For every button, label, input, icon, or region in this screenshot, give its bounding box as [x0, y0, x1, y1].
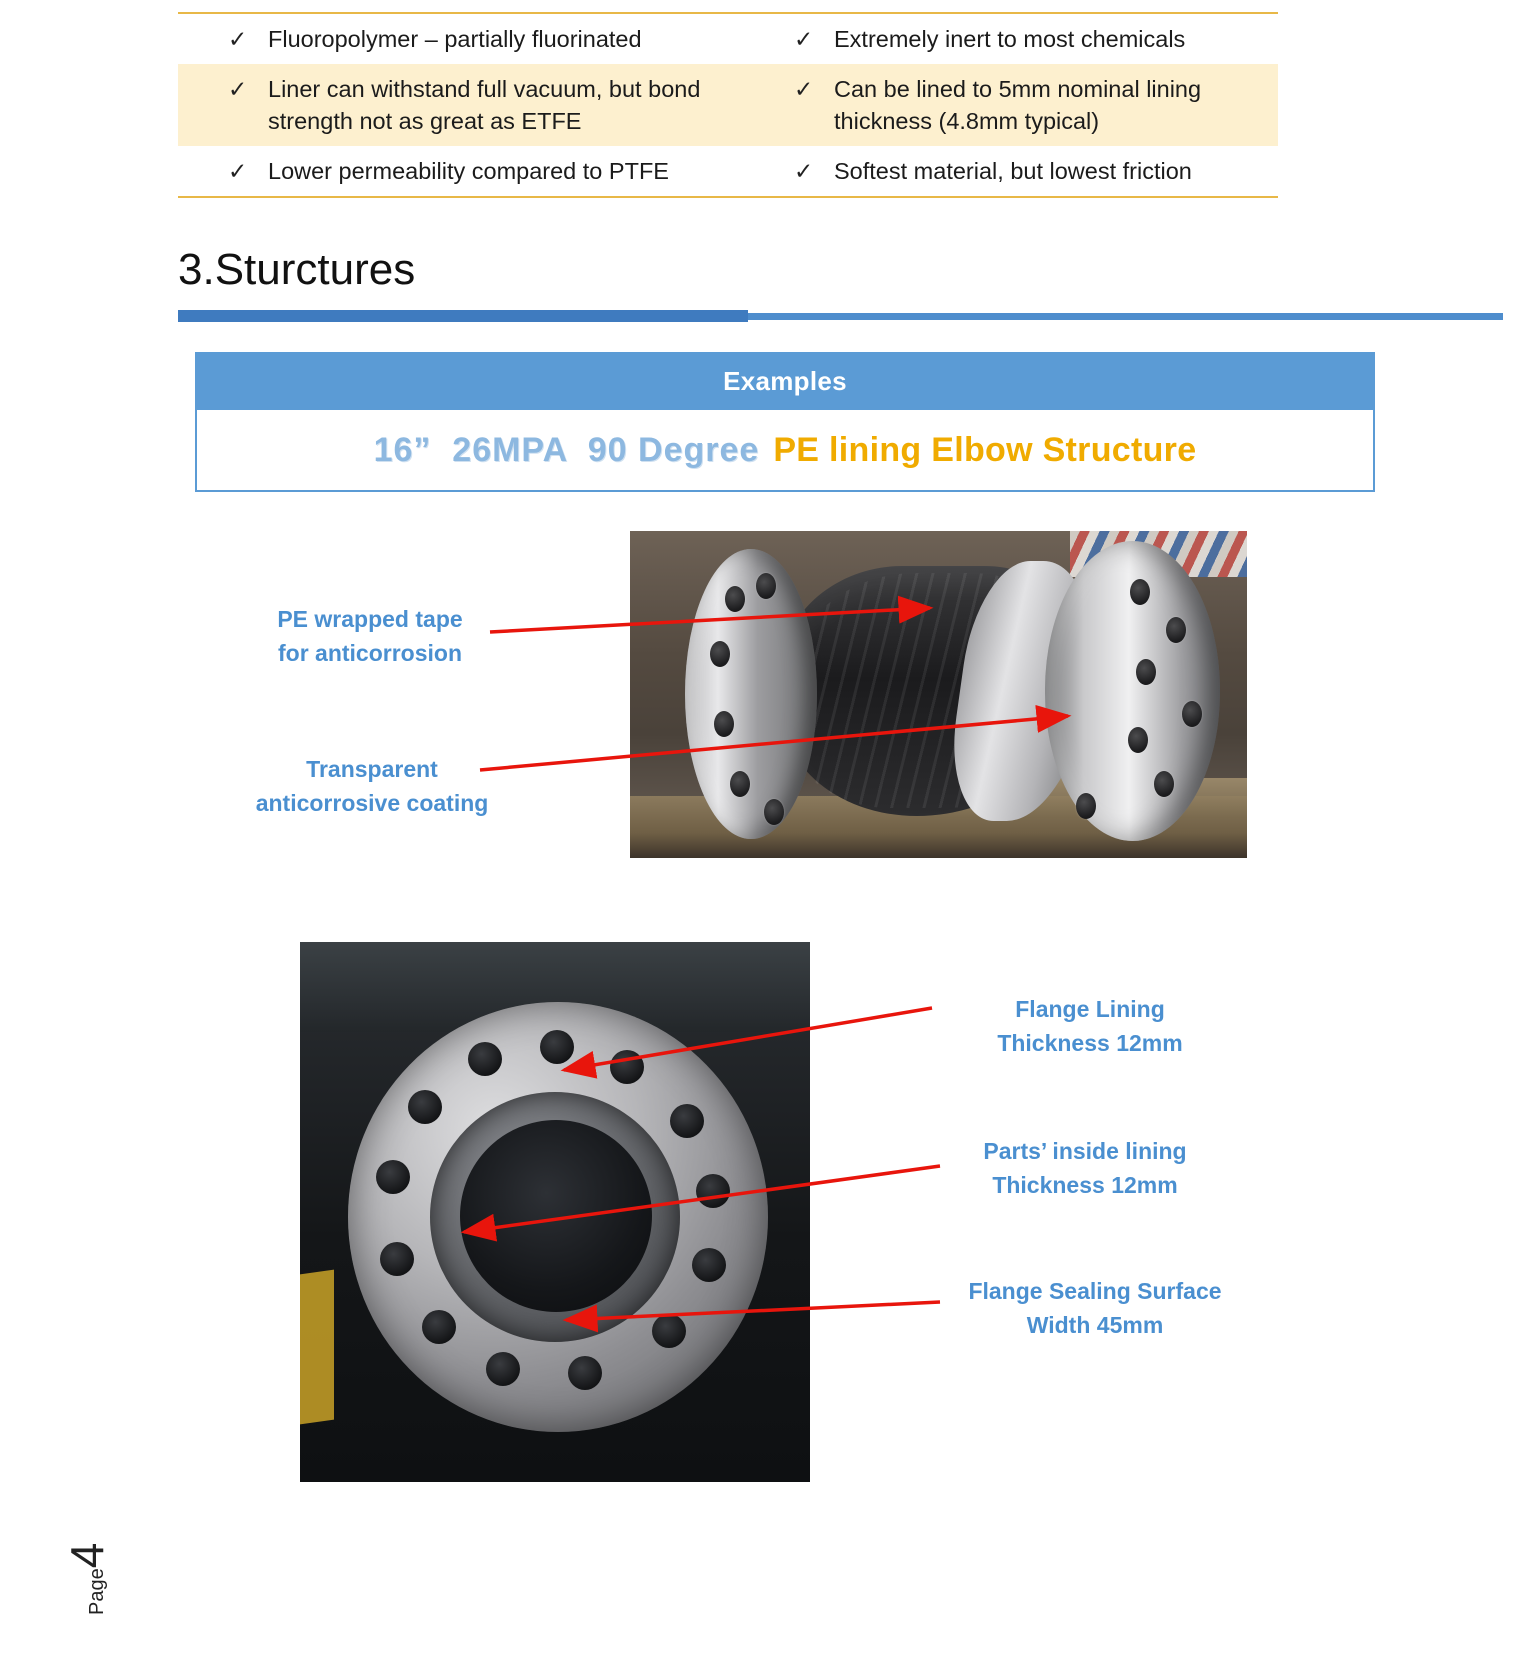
callout-transparent-coating: Transparent anticorrosive coating [255, 756, 489, 816]
callout-flange-sealing-surface: Flange Sealing Surface Width 45mm [968, 1278, 1222, 1338]
check-icon: ✓ [228, 26, 248, 52]
bullet-text: Can be lined to 5mm nominal lining thickness (4.8mm typical) [834, 76, 1202, 134]
examples-header: Examples [195, 352, 1375, 410]
callout-arrows-photo2 [440, 980, 1000, 1360]
check-icon: ✓ [794, 158, 814, 184]
bullet-text: Lower permeability compared to PTFE [268, 158, 669, 184]
feature-bullet-table [178, 12, 1278, 198]
examples-subtitle-spec: 16” 26MPA 90 Degree [373, 430, 760, 469]
callout-pe-wrapped-tape: PE wrapped tape for anticorrosion [277, 606, 463, 666]
bullet-cell-left [178, 146, 778, 196]
bullet-cell-left [178, 14, 778, 64]
page-value: 4 [61, 1542, 113, 1569]
page-title: 3.Sturctures [178, 245, 416, 294]
yellow-marking [300, 1270, 334, 1425]
table-row [178, 64, 1278, 146]
examples-subtitle-name: PE lining Elbow Structure [773, 430, 1197, 469]
check-icon: ✓ [228, 76, 248, 102]
bolt-hole [408, 1090, 442, 1124]
bolt-hole [380, 1242, 414, 1276]
bullet-text: Extremely inert to most chemicals [834, 26, 1186, 52]
bullet-text: Liner can withstand full vacuum, but bond strength not as great as ETFE [268, 76, 701, 134]
examples-subtitle [195, 410, 1375, 492]
bullet-cell-left [178, 64, 778, 146]
bullet-cell-right [778, 64, 1278, 146]
bullet-cell-right [778, 146, 1278, 196]
bullet-cell-right [778, 14, 1278, 64]
table-row [178, 146, 1278, 198]
title-rule-thin [748, 313, 1503, 320]
callout-arrows-photo1 [180, 560, 1280, 940]
check-icon: ✓ [794, 76, 814, 102]
page-label: Page [86, 1568, 108, 1615]
table-row [178, 12, 1278, 64]
title-rule-thick [178, 310, 748, 322]
check-icon: ✓ [794, 26, 814, 52]
page-number [60, 1490, 180, 1630]
bolt-hole [568, 1356, 602, 1390]
bullet-text: Softest material, but lowest friction [834, 158, 1192, 184]
bullet-text: Fluoropolymer – partially fluorinated [268, 26, 642, 52]
check-icon: ✓ [228, 158, 248, 184]
callout-parts-inside-lining: Parts’ inside lining Thickness 12mm [983, 1138, 1187, 1198]
callout-flange-lining-thickness: Flange Lining Thickness 12mm [997, 996, 1183, 1056]
bolt-hole [376, 1160, 410, 1194]
